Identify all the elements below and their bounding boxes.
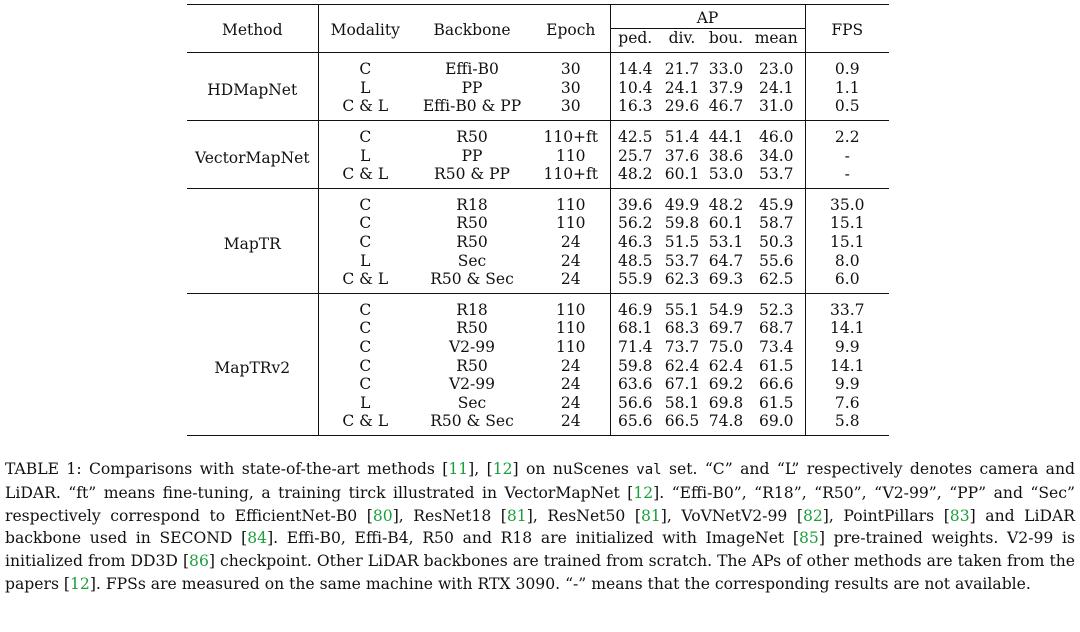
cell-epoch: 24 bbox=[532, 412, 610, 435]
citation-link[interactable]: 11 bbox=[448, 460, 469, 478]
citation-link[interactable]: 81 bbox=[506, 506, 527, 525]
cell-modality: L bbox=[360, 78, 371, 97]
cell-div: 60.1 bbox=[664, 165, 700, 184]
cell-mean: 73.4 bbox=[748, 338, 805, 357]
cell-epoch: 110+ft bbox=[532, 165, 610, 188]
citation-link[interactable]: 83 bbox=[949, 506, 970, 525]
table-row bbox=[187, 120, 889, 146]
caption-text: ]. FPSs are measured on the same machine with RTX 3090. “-” means that the corresponding results are not available. bbox=[89, 574, 1031, 593]
cell-backbone: PP bbox=[461, 146, 483, 165]
cell-mean: 31.0 bbox=[748, 97, 805, 120]
cell-epoch: 30 bbox=[532, 53, 610, 79]
header-bou: bou. bbox=[704, 28, 748, 53]
caption-text: ], [ bbox=[468, 460, 493, 478]
caption-text: ], PointPillars [ bbox=[822, 506, 950, 525]
caption-text: ], ResNet18 [ bbox=[392, 506, 507, 525]
caption-text: ], VoVNetV2-99 [ bbox=[660, 506, 803, 525]
cell-ped: 56.2 bbox=[617, 214, 653, 233]
cell-ped: 25.7 bbox=[617, 146, 653, 165]
cell-fps: 35.0 bbox=[829, 195, 865, 214]
cell-ped: 48.2 bbox=[617, 165, 653, 184]
cell-fps: - bbox=[844, 165, 850, 184]
cell-mean: 61.5 bbox=[748, 357, 805, 376]
cell-ped: 48.5 bbox=[617, 251, 653, 270]
cell-mean: 52.3 bbox=[748, 293, 805, 319]
caption-text: ] on nuScenes bbox=[512, 460, 637, 478]
citation-link[interactable]: 12 bbox=[492, 460, 513, 478]
cell-bou: 60.1 bbox=[708, 214, 744, 233]
cell-epoch: 24 bbox=[532, 375, 610, 394]
cell-epoch: 24 bbox=[532, 252, 610, 271]
cell-epoch: 24 bbox=[532, 394, 610, 413]
cell-mean: 61.5 bbox=[748, 394, 805, 413]
cell-bou: 46.7 bbox=[708, 97, 744, 116]
cell-backbone: Effi-B0 bbox=[445, 60, 499, 79]
cell-bou: 69.2 bbox=[708, 375, 744, 394]
cell-backbone: Effi-B0 & PP bbox=[422, 97, 522, 116]
caption-text: ], ResNet50 [ bbox=[526, 506, 641, 525]
cell-bou: 62.4 bbox=[708, 356, 744, 375]
cell-backbone: R18 bbox=[456, 300, 488, 319]
caption-text: ] pre-trained weights. V2-99 is initialized from DD3D [ bbox=[5, 529, 1076, 571]
cell-bou: 69.8 bbox=[708, 393, 744, 412]
cell-div: 37.6 bbox=[664, 146, 700, 165]
cell-backbone: V2-99 bbox=[448, 375, 495, 394]
cell-ped: 42.5 bbox=[617, 127, 653, 146]
cell-epoch: 110 bbox=[532, 293, 610, 319]
cell-mean: 34.0 bbox=[748, 147, 805, 166]
cell-div: 51.4 bbox=[664, 127, 700, 146]
cell-div: 49.9 bbox=[664, 195, 700, 214]
cell-modality: L bbox=[360, 146, 371, 165]
cell-ped: 14.4 bbox=[617, 60, 653, 79]
results-table bbox=[187, 4, 889, 436]
citation-link[interactable]: 12 bbox=[633, 483, 654, 502]
cell-mean: 50.3 bbox=[748, 233, 805, 252]
cell-backbone: R50 bbox=[456, 232, 488, 251]
cell-backbone: R50 bbox=[456, 319, 488, 338]
cell-modality: C bbox=[359, 214, 372, 233]
cell-mean: 68.7 bbox=[748, 319, 805, 338]
cell-modality: C bbox=[359, 319, 372, 338]
caption-text: ] and LiDAR backbone used in SECOND [ bbox=[5, 506, 1075, 548]
header-ped: ped. bbox=[610, 28, 660, 53]
cell-backbone: PP bbox=[461, 78, 483, 97]
cell-bou: 75.0 bbox=[708, 337, 744, 356]
cell-bou: 54.9 bbox=[708, 300, 744, 319]
header-method: Method bbox=[187, 5, 318, 53]
cell-div: 68.3 bbox=[664, 319, 700, 338]
cell-fps: 0.9 bbox=[834, 60, 860, 79]
cell-fps: 1.1 bbox=[834, 78, 860, 97]
cell-epoch: 30 bbox=[532, 79, 610, 98]
cell-bou: 69.7 bbox=[708, 319, 744, 338]
table-header bbox=[187, 5, 889, 53]
cell-div: 55.1 bbox=[664, 300, 700, 319]
cell-modality: C bbox=[359, 60, 372, 79]
method-name: MapTRv2 bbox=[187, 293, 318, 435]
cell-epoch: 110 bbox=[532, 338, 610, 357]
method-group bbox=[187, 120, 889, 188]
cell-ped: 16.3 bbox=[617, 97, 653, 116]
citation-link[interactable]: 84 bbox=[247, 529, 268, 548]
cell-div: 73.7 bbox=[664, 337, 700, 356]
cell-bou: 53.0 bbox=[708, 165, 744, 184]
table-row bbox=[187, 188, 889, 214]
method-group bbox=[187, 188, 889, 293]
cell-backbone: R50 bbox=[456, 356, 488, 375]
cell-mean: 55.6 bbox=[748, 252, 805, 271]
cell-mean: 24.1 bbox=[748, 79, 805, 98]
cell-mean: 62.5 bbox=[748, 270, 805, 293]
cell-modality: L bbox=[360, 251, 371, 270]
cell-fps: 2.2 bbox=[834, 127, 860, 146]
cell-fps: 9.9 bbox=[834, 337, 860, 356]
cell-ped: 10.4 bbox=[617, 78, 653, 97]
cell-fps: 8.0 bbox=[834, 251, 860, 270]
cell-ped: 63.6 bbox=[617, 375, 653, 394]
cell-bou: 74.8 bbox=[708, 412, 744, 431]
cell-mean: 23.0 bbox=[748, 53, 805, 79]
cell-modality: C bbox=[359, 232, 372, 251]
cell-modality: C bbox=[359, 127, 372, 146]
cell-div: 29.6 bbox=[664, 97, 700, 116]
caption-text: ] checkpoint. Other LiDAR backbones are trained from scratch. The APs of other methods are taken from the papers [ bbox=[5, 552, 1075, 593]
caption-text: ]. Effi-B0, Effi-B4, R50 and R18 are initialized with ImageNet [ bbox=[267, 529, 799, 548]
caption-text: ]. “Effi-B0”, “R18”, “R50”, “V2-99”, “PP” and “Sec” respectively correspond to EfficientNet-B0 [ bbox=[5, 483, 1075, 525]
cell-fps: 14.1 bbox=[829, 319, 865, 338]
cell-div: 51.5 bbox=[664, 232, 700, 251]
cell-backbone: R50 & PP bbox=[434, 165, 510, 184]
method-name: VectorMapNet bbox=[187, 120, 318, 188]
cell-ped: 55.9 bbox=[617, 270, 653, 289]
header-div: div. bbox=[660, 28, 704, 53]
citation-link[interactable]: 81 bbox=[640, 506, 661, 525]
cell-div: 62.4 bbox=[664, 356, 700, 375]
cell-modality: C bbox=[359, 195, 372, 214]
cell-epoch: 110 bbox=[532, 188, 610, 214]
cell-ped: 59.8 bbox=[617, 356, 653, 375]
cell-bou: 37.9 bbox=[708, 78, 744, 97]
cell-fps: 7.6 bbox=[834, 393, 860, 412]
header-ap: AP bbox=[610, 5, 805, 29]
cell-div: 62.3 bbox=[664, 270, 700, 289]
cell-fps: 33.7 bbox=[829, 300, 865, 319]
cell-div: 24.1 bbox=[664, 78, 700, 97]
cell-backbone: R50 & Sec bbox=[430, 412, 514, 431]
cell-div: 58.1 bbox=[664, 393, 700, 412]
cell-ped: 39.6 bbox=[617, 195, 653, 214]
cell-fps: 14.1 bbox=[829, 356, 865, 375]
cell-mean: 58.7 bbox=[748, 214, 805, 233]
cell-bou: 33.0 bbox=[708, 60, 744, 79]
table-row bbox=[187, 53, 889, 79]
cell-epoch: 110 bbox=[532, 147, 610, 166]
cell-epoch: 110 bbox=[532, 319, 610, 338]
cell-fps: 0.5 bbox=[834, 97, 860, 116]
table-row bbox=[187, 293, 889, 319]
cell-ped: 68.1 bbox=[617, 319, 653, 338]
cell-epoch: 110 bbox=[532, 214, 610, 233]
cell-modality: C bbox=[359, 300, 372, 319]
code-text: val bbox=[636, 462, 662, 478]
cell-bou: 64.7 bbox=[708, 251, 744, 270]
citation-link[interactable]: 82 bbox=[802, 506, 823, 525]
cell-epoch: 24 bbox=[532, 357, 610, 376]
header-modality: Modality bbox=[330, 21, 400, 40]
cell-ped: 46.9 bbox=[617, 300, 653, 319]
cell-mean: 45.9 bbox=[748, 188, 805, 214]
cell-modality: C & L bbox=[342, 97, 389, 116]
cell-ped: 65.6 bbox=[617, 412, 653, 431]
method-name: MapTR bbox=[187, 188, 318, 293]
cell-modality: L bbox=[360, 393, 371, 412]
cell-bou: 44.1 bbox=[708, 127, 744, 146]
cell-backbone: Sec bbox=[457, 251, 487, 270]
cell-backbone: R50 bbox=[456, 214, 488, 233]
cell-modality: C bbox=[359, 375, 372, 394]
cell-bou: 38.6 bbox=[708, 146, 744, 165]
cell-modality: C bbox=[359, 337, 372, 356]
cell-div: 67.1 bbox=[664, 375, 700, 394]
caption-text: set. “C” and “L” respectively denotes camera and LiDAR. “ft” means fine-tuning, a training tirck illustrated in VectorMapNet [ bbox=[5, 460, 1075, 502]
cell-div: 21.7 bbox=[664, 60, 700, 79]
cell-div: 59.8 bbox=[664, 214, 700, 233]
cell-fps: 15.1 bbox=[829, 214, 865, 233]
cell-epoch: 110+ft bbox=[532, 120, 610, 146]
cell-div: 66.5 bbox=[664, 412, 700, 431]
cell-ped: 56.6 bbox=[617, 393, 653, 412]
cell-epoch: 30 bbox=[532, 97, 610, 120]
citation-link[interactable]: 85 bbox=[798, 529, 819, 548]
cell-mean: 69.0 bbox=[748, 412, 805, 435]
cell-mean: 46.0 bbox=[748, 120, 805, 146]
cell-backbone: V2-99 bbox=[448, 337, 495, 356]
method-group bbox=[187, 293, 889, 435]
cell-backbone: R50 & Sec bbox=[430, 270, 514, 289]
citation-link[interactable]: 86 bbox=[189, 552, 209, 571]
cell-fps: 5.8 bbox=[834, 412, 860, 431]
cell-epoch: 24 bbox=[532, 270, 610, 293]
header-backbone: Backbone bbox=[433, 21, 511, 40]
cell-fps: 15.1 bbox=[829, 232, 865, 251]
cell-backbone: Sec bbox=[457, 393, 487, 412]
cell-bou: 53.1 bbox=[708, 232, 744, 251]
cell-bou: 69.3 bbox=[708, 270, 744, 289]
cell-div: 53.7 bbox=[664, 251, 700, 270]
cell-modality: C bbox=[359, 356, 372, 375]
cell-fps: 6.0 bbox=[834, 270, 860, 289]
cell-modality: C & L bbox=[342, 165, 389, 184]
header-mean: mean bbox=[748, 28, 805, 53]
caption-text: TABLE 1: Comparisons with state-of-the-art methods [ bbox=[5, 460, 449, 478]
cell-bou: 48.2 bbox=[708, 195, 744, 214]
cell-fps: 9.9 bbox=[834, 375, 860, 394]
citation-link[interactable]: 12 bbox=[70, 574, 90, 593]
citation-link[interactable]: 80 bbox=[372, 506, 393, 525]
table-caption bbox=[5, 458, 1075, 596]
cell-modality: C & L bbox=[342, 270, 389, 289]
cell-modality: C & L bbox=[342, 412, 389, 431]
method-group bbox=[187, 53, 889, 121]
header-fps: FPS bbox=[831, 21, 864, 40]
results-table-container bbox=[187, 4, 889, 436]
cell-mean: 53.7 bbox=[748, 165, 805, 188]
cell-backbone: R50 bbox=[456, 127, 488, 146]
cell-ped: 71.4 bbox=[617, 337, 653, 356]
cell-epoch: 24 bbox=[532, 233, 610, 252]
method-name: HDMapNet bbox=[187, 53, 318, 121]
cell-backbone: R18 bbox=[456, 195, 488, 214]
cell-fps: - bbox=[844, 146, 850, 165]
cell-mean: 66.6 bbox=[748, 375, 805, 394]
header-epoch: Epoch bbox=[532, 5, 610, 53]
cell-ped: 46.3 bbox=[617, 232, 653, 251]
